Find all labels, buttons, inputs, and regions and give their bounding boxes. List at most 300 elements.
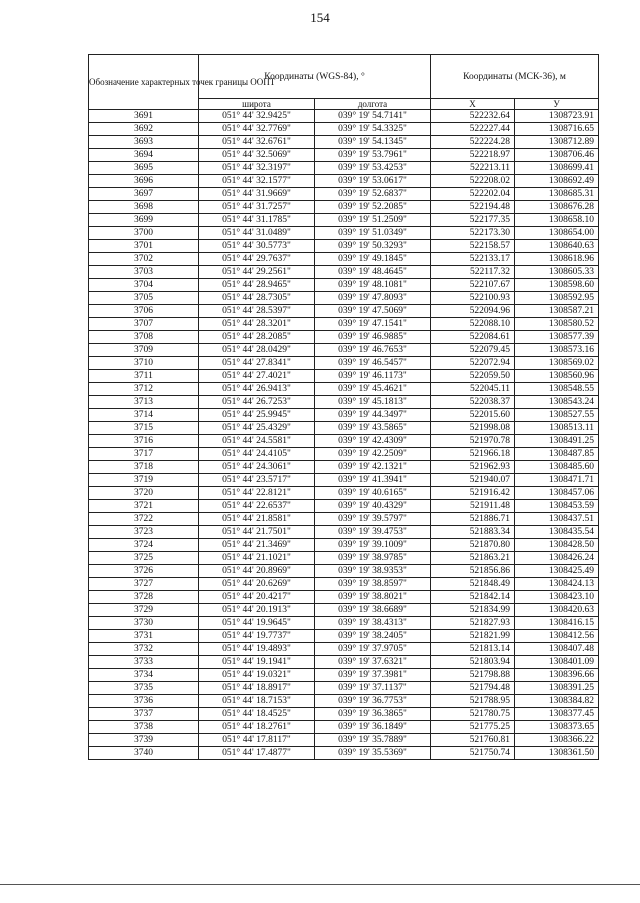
longitude-cell: 039° 19' 42.2509" [315, 448, 431, 461]
longitude-cell: 039° 19' 40.6165" [315, 487, 431, 500]
table-row [89, 292, 599, 305]
table-row [89, 604, 599, 617]
page-number: 154 [310, 10, 330, 25]
point-number: 3703 [89, 266, 199, 279]
latitude-cell: 051° 44' 23.5717" [199, 474, 315, 487]
table-row [89, 721, 599, 734]
longitude-cell: 039° 19' 41.3941" [315, 474, 431, 487]
table-row [89, 123, 599, 136]
table-row [89, 162, 599, 175]
header-wgs84: Координаты (WGS-84), ° [199, 55, 431, 99]
latitude-cell: 051° 44' 20.4217" [199, 591, 315, 604]
table-row [89, 253, 599, 266]
x-cell: 522015.60 [431, 409, 515, 422]
table-row [89, 201, 599, 214]
latitude-cell: 051° 44' 29.7637" [199, 253, 315, 266]
x-cell: 522177.35 [431, 214, 515, 227]
table-row [89, 188, 599, 201]
table-row [89, 487, 599, 500]
point-number: 3731 [89, 630, 199, 643]
latitude-cell: 051° 44' 19.4893" [199, 643, 315, 656]
y-cell: 1308428.50 [515, 539, 599, 552]
latitude-cell: 051° 44' 21.8581" [199, 513, 315, 526]
latitude-cell: 051° 44' 31.1785" [199, 214, 315, 227]
point-number: 3727 [89, 578, 199, 591]
longitude-cell: 039° 19' 40.4329" [315, 500, 431, 513]
longitude-cell: 039° 19' 46.9885" [315, 331, 431, 344]
latitude-cell: 051° 44' 19.7737" [199, 630, 315, 643]
latitude-cell: 051° 44' 19.9645" [199, 617, 315, 630]
point-number: 3695 [89, 162, 199, 175]
x-cell: 521856.86 [431, 565, 515, 578]
y-cell: 1308716.65 [515, 123, 599, 136]
longitude-cell: 039° 19' 42.4309" [315, 435, 431, 448]
latitude-cell: 051° 44' 26.9413" [199, 383, 315, 396]
y-cell: 1308377.45 [515, 708, 599, 721]
latitude-cell: 051° 44' 27.4021" [199, 370, 315, 383]
table-row [89, 396, 599, 409]
table-row [89, 448, 599, 461]
point-number: 3716 [89, 435, 199, 448]
x-cell: 521970.78 [431, 435, 515, 448]
y-cell: 1308723.91 [515, 110, 599, 123]
latitude-cell: 051° 44' 21.7501" [199, 526, 315, 539]
x-cell: 522208.02 [431, 175, 515, 188]
y-cell: 1308426.24 [515, 552, 599, 565]
y-cell: 1308654.00 [515, 227, 599, 240]
longitude-cell: 039° 19' 43.5865" [315, 422, 431, 435]
point-number: 3699 [89, 214, 199, 227]
point-number: 3702 [89, 253, 199, 266]
point-number: 3714 [89, 409, 199, 422]
x-cell: 521870.80 [431, 539, 515, 552]
longitude-cell: 039° 19' 36.1849" [315, 721, 431, 734]
point-number: 3732 [89, 643, 199, 656]
y-cell: 1308560.96 [515, 370, 599, 383]
table-row [89, 578, 599, 591]
table-row [89, 734, 599, 747]
x-cell: 522133.17 [431, 253, 515, 266]
point-number: 3693 [89, 136, 199, 149]
x-cell: 521794.48 [431, 682, 515, 695]
longitude-cell: 039° 19' 38.8597" [315, 578, 431, 591]
header-y: У [515, 99, 599, 110]
longitude-cell: 039° 19' 35.7889" [315, 734, 431, 747]
header-msk36: Координаты (МСК-36), м [431, 55, 599, 99]
point-number: 3711 [89, 370, 199, 383]
x-cell: 521798.88 [431, 669, 515, 682]
x-cell: 521962.93 [431, 461, 515, 474]
x-cell: 522072.94 [431, 357, 515, 370]
x-cell: 521886.71 [431, 513, 515, 526]
longitude-cell: 039° 19' 47.8093" [315, 292, 431, 305]
x-cell: 522117.32 [431, 266, 515, 279]
y-cell: 1308384.82 [515, 695, 599, 708]
point-number: 3730 [89, 617, 199, 630]
table-row [89, 695, 599, 708]
y-cell: 1308437.51 [515, 513, 599, 526]
latitude-cell: 051° 44' 31.0489" [199, 227, 315, 240]
longitude-cell: 039° 19' 39.4753" [315, 526, 431, 539]
latitude-cell: 051° 44' 28.0429" [199, 344, 315, 357]
x-cell: 522227.44 [431, 123, 515, 136]
longitude-cell: 039° 19' 35.5369" [315, 747, 431, 760]
latitude-cell: 051° 44' 30.5773" [199, 240, 315, 253]
y-cell: 1308373.65 [515, 721, 599, 734]
table-body [89, 110, 599, 760]
latitude-cell: 051° 44' 21.3469" [199, 539, 315, 552]
y-cell: 1308396.66 [515, 669, 599, 682]
point-number: 3722 [89, 513, 199, 526]
longitude-cell: 039° 19' 45.4621" [315, 383, 431, 396]
table-row [89, 461, 599, 474]
table-row [89, 357, 599, 370]
x-cell: 521780.75 [431, 708, 515, 721]
latitude-cell: 051° 44' 24.4105" [199, 448, 315, 461]
x-cell: 522158.57 [431, 240, 515, 253]
point-number: 3692 [89, 123, 199, 136]
x-cell: 521848.49 [431, 578, 515, 591]
point-number: 3712 [89, 383, 199, 396]
y-cell: 1308685.31 [515, 188, 599, 201]
longitude-cell: 039° 19' 53.4253" [315, 162, 431, 175]
point-number: 3721 [89, 500, 199, 513]
table-row [89, 591, 599, 604]
table-row [89, 227, 599, 240]
table-row [89, 747, 599, 760]
point-number: 3698 [89, 201, 199, 214]
latitude-cell: 051° 44' 18.4525" [199, 708, 315, 721]
point-number: 3736 [89, 695, 199, 708]
longitude-cell: 039° 19' 42.1321" [315, 461, 431, 474]
latitude-cell: 051° 44' 32.6761" [199, 136, 315, 149]
table-row [89, 656, 599, 669]
point-number: 3696 [89, 175, 199, 188]
point-number: 3707 [89, 318, 199, 331]
table-row [89, 370, 599, 383]
x-cell: 522202.04 [431, 188, 515, 201]
y-cell: 1308640.63 [515, 240, 599, 253]
latitude-cell: 051° 44' 29.2561" [199, 266, 315, 279]
longitude-cell: 039° 19' 38.4313" [315, 617, 431, 630]
point-number: 3738 [89, 721, 199, 734]
longitude-cell: 039° 19' 53.7961" [315, 149, 431, 162]
latitude-cell: 051° 44' 28.5397" [199, 305, 315, 318]
y-cell: 1308361.50 [515, 747, 599, 760]
x-cell: 521863.21 [431, 552, 515, 565]
table-row [89, 630, 599, 643]
longitude-cell: 039° 19' 36.7753" [315, 695, 431, 708]
longitude-cell: 039° 19' 51.2509" [315, 214, 431, 227]
y-cell: 1308692.49 [515, 175, 599, 188]
longitude-cell: 039° 19' 47.1541" [315, 318, 431, 331]
point-number: 3715 [89, 422, 199, 435]
point-number: 3708 [89, 331, 199, 344]
y-cell: 1308605.33 [515, 266, 599, 279]
table-row [89, 565, 599, 578]
latitude-cell: 051° 44' 24.5581" [199, 435, 315, 448]
y-cell: 1308618.96 [515, 253, 599, 266]
latitude-cell: 051° 44' 32.3197" [199, 162, 315, 175]
point-number: 3720 [89, 487, 199, 500]
table-row [89, 708, 599, 721]
x-cell: 521966.18 [431, 448, 515, 461]
point-number: 3706 [89, 305, 199, 318]
latitude-cell: 051° 44' 28.9465" [199, 279, 315, 292]
longitude-cell: 039° 19' 37.1137" [315, 682, 431, 695]
table-row [89, 279, 599, 292]
x-cell: 522088.10 [431, 318, 515, 331]
point-number: 3726 [89, 565, 199, 578]
table-row [89, 344, 599, 357]
table-row [89, 318, 599, 331]
table-row [89, 305, 599, 318]
point-number: 3729 [89, 604, 199, 617]
y-cell: 1308457.06 [515, 487, 599, 500]
point-number: 3734 [89, 669, 199, 682]
y-cell: 1308548.55 [515, 383, 599, 396]
table-row [89, 110, 599, 123]
longitude-cell: 039° 19' 38.9353" [315, 565, 431, 578]
latitude-cell: 051° 44' 32.7769" [199, 123, 315, 136]
point-number: 3725 [89, 552, 199, 565]
header-x: X [431, 99, 515, 110]
latitude-cell: 051° 44' 25.9945" [199, 409, 315, 422]
longitude-cell: 039° 19' 46.1173" [315, 370, 431, 383]
table-row [89, 136, 599, 149]
x-cell: 522173.30 [431, 227, 515, 240]
y-cell: 1308485.60 [515, 461, 599, 474]
longitude-cell: 039° 19' 39.1009" [315, 539, 431, 552]
table-row [89, 643, 599, 656]
y-cell: 1308580.52 [515, 318, 599, 331]
latitude-cell: 051° 44' 18.7153" [199, 695, 315, 708]
point-number: 3697 [89, 188, 199, 201]
longitude-cell: 039° 19' 52.2085" [315, 201, 431, 214]
table-row [89, 539, 599, 552]
y-cell: 1308513.11 [515, 422, 599, 435]
latitude-cell: 051° 44' 20.8969" [199, 565, 315, 578]
table-row [89, 552, 599, 565]
y-cell: 1308699.41 [515, 162, 599, 175]
latitude-cell: 051° 44' 18.2761" [199, 721, 315, 734]
latitude-cell: 051° 44' 17.8117" [199, 734, 315, 747]
y-cell: 1308412.56 [515, 630, 599, 643]
latitude-cell: 051° 44' 31.9669" [199, 188, 315, 201]
latitude-cell: 051° 44' 32.1577" [199, 175, 315, 188]
table-row [89, 383, 599, 396]
x-cell: 521803.94 [431, 656, 515, 669]
point-number: 3700 [89, 227, 199, 240]
x-cell: 522100.93 [431, 292, 515, 305]
longitude-cell: 039° 19' 49.1845" [315, 253, 431, 266]
latitude-cell: 051° 44' 20.1913" [199, 604, 315, 617]
point-number: 3724 [89, 539, 199, 552]
latitude-cell: 051° 44' 24.3061" [199, 461, 315, 474]
y-cell: 1308592.95 [515, 292, 599, 305]
point-number: 3704 [89, 279, 199, 292]
y-cell: 1308471.71 [515, 474, 599, 487]
x-cell: 521911.48 [431, 500, 515, 513]
x-cell: 521813.14 [431, 643, 515, 656]
x-cell: 521788.95 [431, 695, 515, 708]
longitude-cell: 039° 19' 37.3981" [315, 669, 431, 682]
x-cell: 521842.14 [431, 591, 515, 604]
point-number: 3733 [89, 656, 199, 669]
table-row [89, 669, 599, 682]
x-cell: 522045.11 [431, 383, 515, 396]
point-number: 3710 [89, 357, 199, 370]
header-longitude: долгота [315, 99, 431, 110]
longitude-cell: 039° 19' 54.1345" [315, 136, 431, 149]
point-number: 3719 [89, 474, 199, 487]
y-cell: 1308366.22 [515, 734, 599, 747]
y-cell: 1308543.24 [515, 396, 599, 409]
latitude-cell: 051° 44' 32.9425" [199, 110, 315, 123]
x-cell: 522194.48 [431, 201, 515, 214]
point-number: 3723 [89, 526, 199, 539]
longitude-cell: 039° 19' 44.3497" [315, 409, 431, 422]
longitude-cell: 039° 19' 46.5457" [315, 357, 431, 370]
table-row [89, 500, 599, 513]
y-cell: 1308487.85 [515, 448, 599, 461]
y-cell: 1308658.10 [515, 214, 599, 227]
table-row [89, 149, 599, 162]
longitude-cell: 039° 19' 37.6321" [315, 656, 431, 669]
x-cell: 522094.96 [431, 305, 515, 318]
table-row [89, 513, 599, 526]
table-row [89, 526, 599, 539]
y-cell: 1308569.02 [515, 357, 599, 370]
point-number: 3717 [89, 448, 199, 461]
x-cell: 521760.81 [431, 734, 515, 747]
y-cell: 1308435.54 [515, 526, 599, 539]
latitude-cell: 051° 44' 28.2085" [199, 331, 315, 344]
latitude-cell: 051° 44' 20.6269" [199, 578, 315, 591]
latitude-cell: 051° 44' 22.6537" [199, 500, 315, 513]
x-cell: 522107.67 [431, 279, 515, 292]
x-cell: 521821.99 [431, 630, 515, 643]
y-cell: 1308676.28 [515, 201, 599, 214]
longitude-cell: 039° 19' 36.3865" [315, 708, 431, 721]
x-cell: 522079.45 [431, 344, 515, 357]
table-row [89, 240, 599, 253]
latitude-cell: 051° 44' 28.7305" [199, 292, 315, 305]
coordinates-table [88, 54, 599, 760]
x-cell: 521827.93 [431, 617, 515, 630]
longitude-cell: 039° 19' 38.2405" [315, 630, 431, 643]
longitude-cell: 039° 19' 51.0349" [315, 227, 431, 240]
longitude-cell: 039° 19' 38.8021" [315, 591, 431, 604]
table-row [89, 617, 599, 630]
x-cell: 522059.50 [431, 370, 515, 383]
longitude-cell: 039° 19' 48.1081" [315, 279, 431, 292]
x-cell: 521775.25 [431, 721, 515, 734]
y-cell: 1308425.49 [515, 565, 599, 578]
header-point-designation: Обозначение характерных точек границы ООПТ [89, 55, 199, 110]
point-number: 3735 [89, 682, 199, 695]
point-number: 3718 [89, 461, 199, 474]
point-number: 3713 [89, 396, 199, 409]
y-cell: 1308420.63 [515, 604, 599, 617]
longitude-cell: 039° 19' 52.6837" [315, 188, 431, 201]
point-number: 3709 [89, 344, 199, 357]
longitude-cell: 039° 19' 38.9785" [315, 552, 431, 565]
point-number: 3694 [89, 149, 199, 162]
table-row [89, 266, 599, 279]
y-cell: 1308453.59 [515, 500, 599, 513]
y-cell: 1308424.13 [515, 578, 599, 591]
x-cell: 521834.99 [431, 604, 515, 617]
longitude-cell: 039° 19' 37.9705" [315, 643, 431, 656]
y-cell: 1308391.25 [515, 682, 599, 695]
latitude-cell: 051° 44' 19.1941" [199, 656, 315, 669]
point-number: 3739 [89, 734, 199, 747]
latitude-cell: 051° 44' 22.8121" [199, 487, 315, 500]
y-cell: 1308573.16 [515, 344, 599, 357]
table-row [89, 435, 599, 448]
longitude-cell: 039° 19' 45.1813" [315, 396, 431, 409]
longitude-cell: 039° 19' 50.3293" [315, 240, 431, 253]
latitude-cell: 051° 44' 27.8341" [199, 357, 315, 370]
x-cell: 521750.74 [431, 747, 515, 760]
y-cell: 1308587.21 [515, 305, 599, 318]
latitude-cell: 051° 44' 26.7253" [199, 396, 315, 409]
table-row [89, 214, 599, 227]
latitude-cell: 051° 44' 25.4329" [199, 422, 315, 435]
x-cell: 521940.07 [431, 474, 515, 487]
y-cell: 1308577.39 [515, 331, 599, 344]
y-cell: 1308706.46 [515, 149, 599, 162]
x-cell: 522038.37 [431, 396, 515, 409]
point-number: 3691 [89, 110, 199, 123]
y-cell: 1308407.48 [515, 643, 599, 656]
latitude-cell: 051° 44' 31.7257" [199, 201, 315, 214]
longitude-cell: 039° 19' 39.5797" [315, 513, 431, 526]
point-number: 3728 [89, 591, 199, 604]
x-cell: 521916.42 [431, 487, 515, 500]
longitude-cell: 039° 19' 46.7653" [315, 344, 431, 357]
point-number: 3701 [89, 240, 199, 253]
y-cell: 1308712.89 [515, 136, 599, 149]
x-cell: 522218.97 [431, 149, 515, 162]
latitude-cell: 051° 44' 19.0321" [199, 669, 315, 682]
y-cell: 1308401.09 [515, 656, 599, 669]
y-cell: 1308527.55 [515, 409, 599, 422]
y-cell: 1308416.15 [515, 617, 599, 630]
point-number: 3740 [89, 747, 199, 760]
x-cell: 522084.61 [431, 331, 515, 344]
table-row [89, 422, 599, 435]
point-number: 3737 [89, 708, 199, 721]
longitude-cell: 039° 19' 54.3325" [315, 123, 431, 136]
x-cell: 521998.08 [431, 422, 515, 435]
latitude-cell: 051° 44' 28.3201" [199, 318, 315, 331]
longitude-cell: 039° 19' 48.4645" [315, 266, 431, 279]
longitude-cell: 039° 19' 53.0617" [315, 175, 431, 188]
y-cell: 1308423.10 [515, 591, 599, 604]
x-cell: 522213.11 [431, 162, 515, 175]
table-row [89, 474, 599, 487]
x-cell: 521883.34 [431, 526, 515, 539]
latitude-cell: 051° 44' 21.1021" [199, 552, 315, 565]
latitude-cell: 051° 44' 17.4877" [199, 747, 315, 760]
point-number: 3705 [89, 292, 199, 305]
y-cell: 1308598.60 [515, 279, 599, 292]
latitude-cell: 051° 44' 18.8917" [199, 682, 315, 695]
table-row [89, 175, 599, 188]
table-row [89, 682, 599, 695]
